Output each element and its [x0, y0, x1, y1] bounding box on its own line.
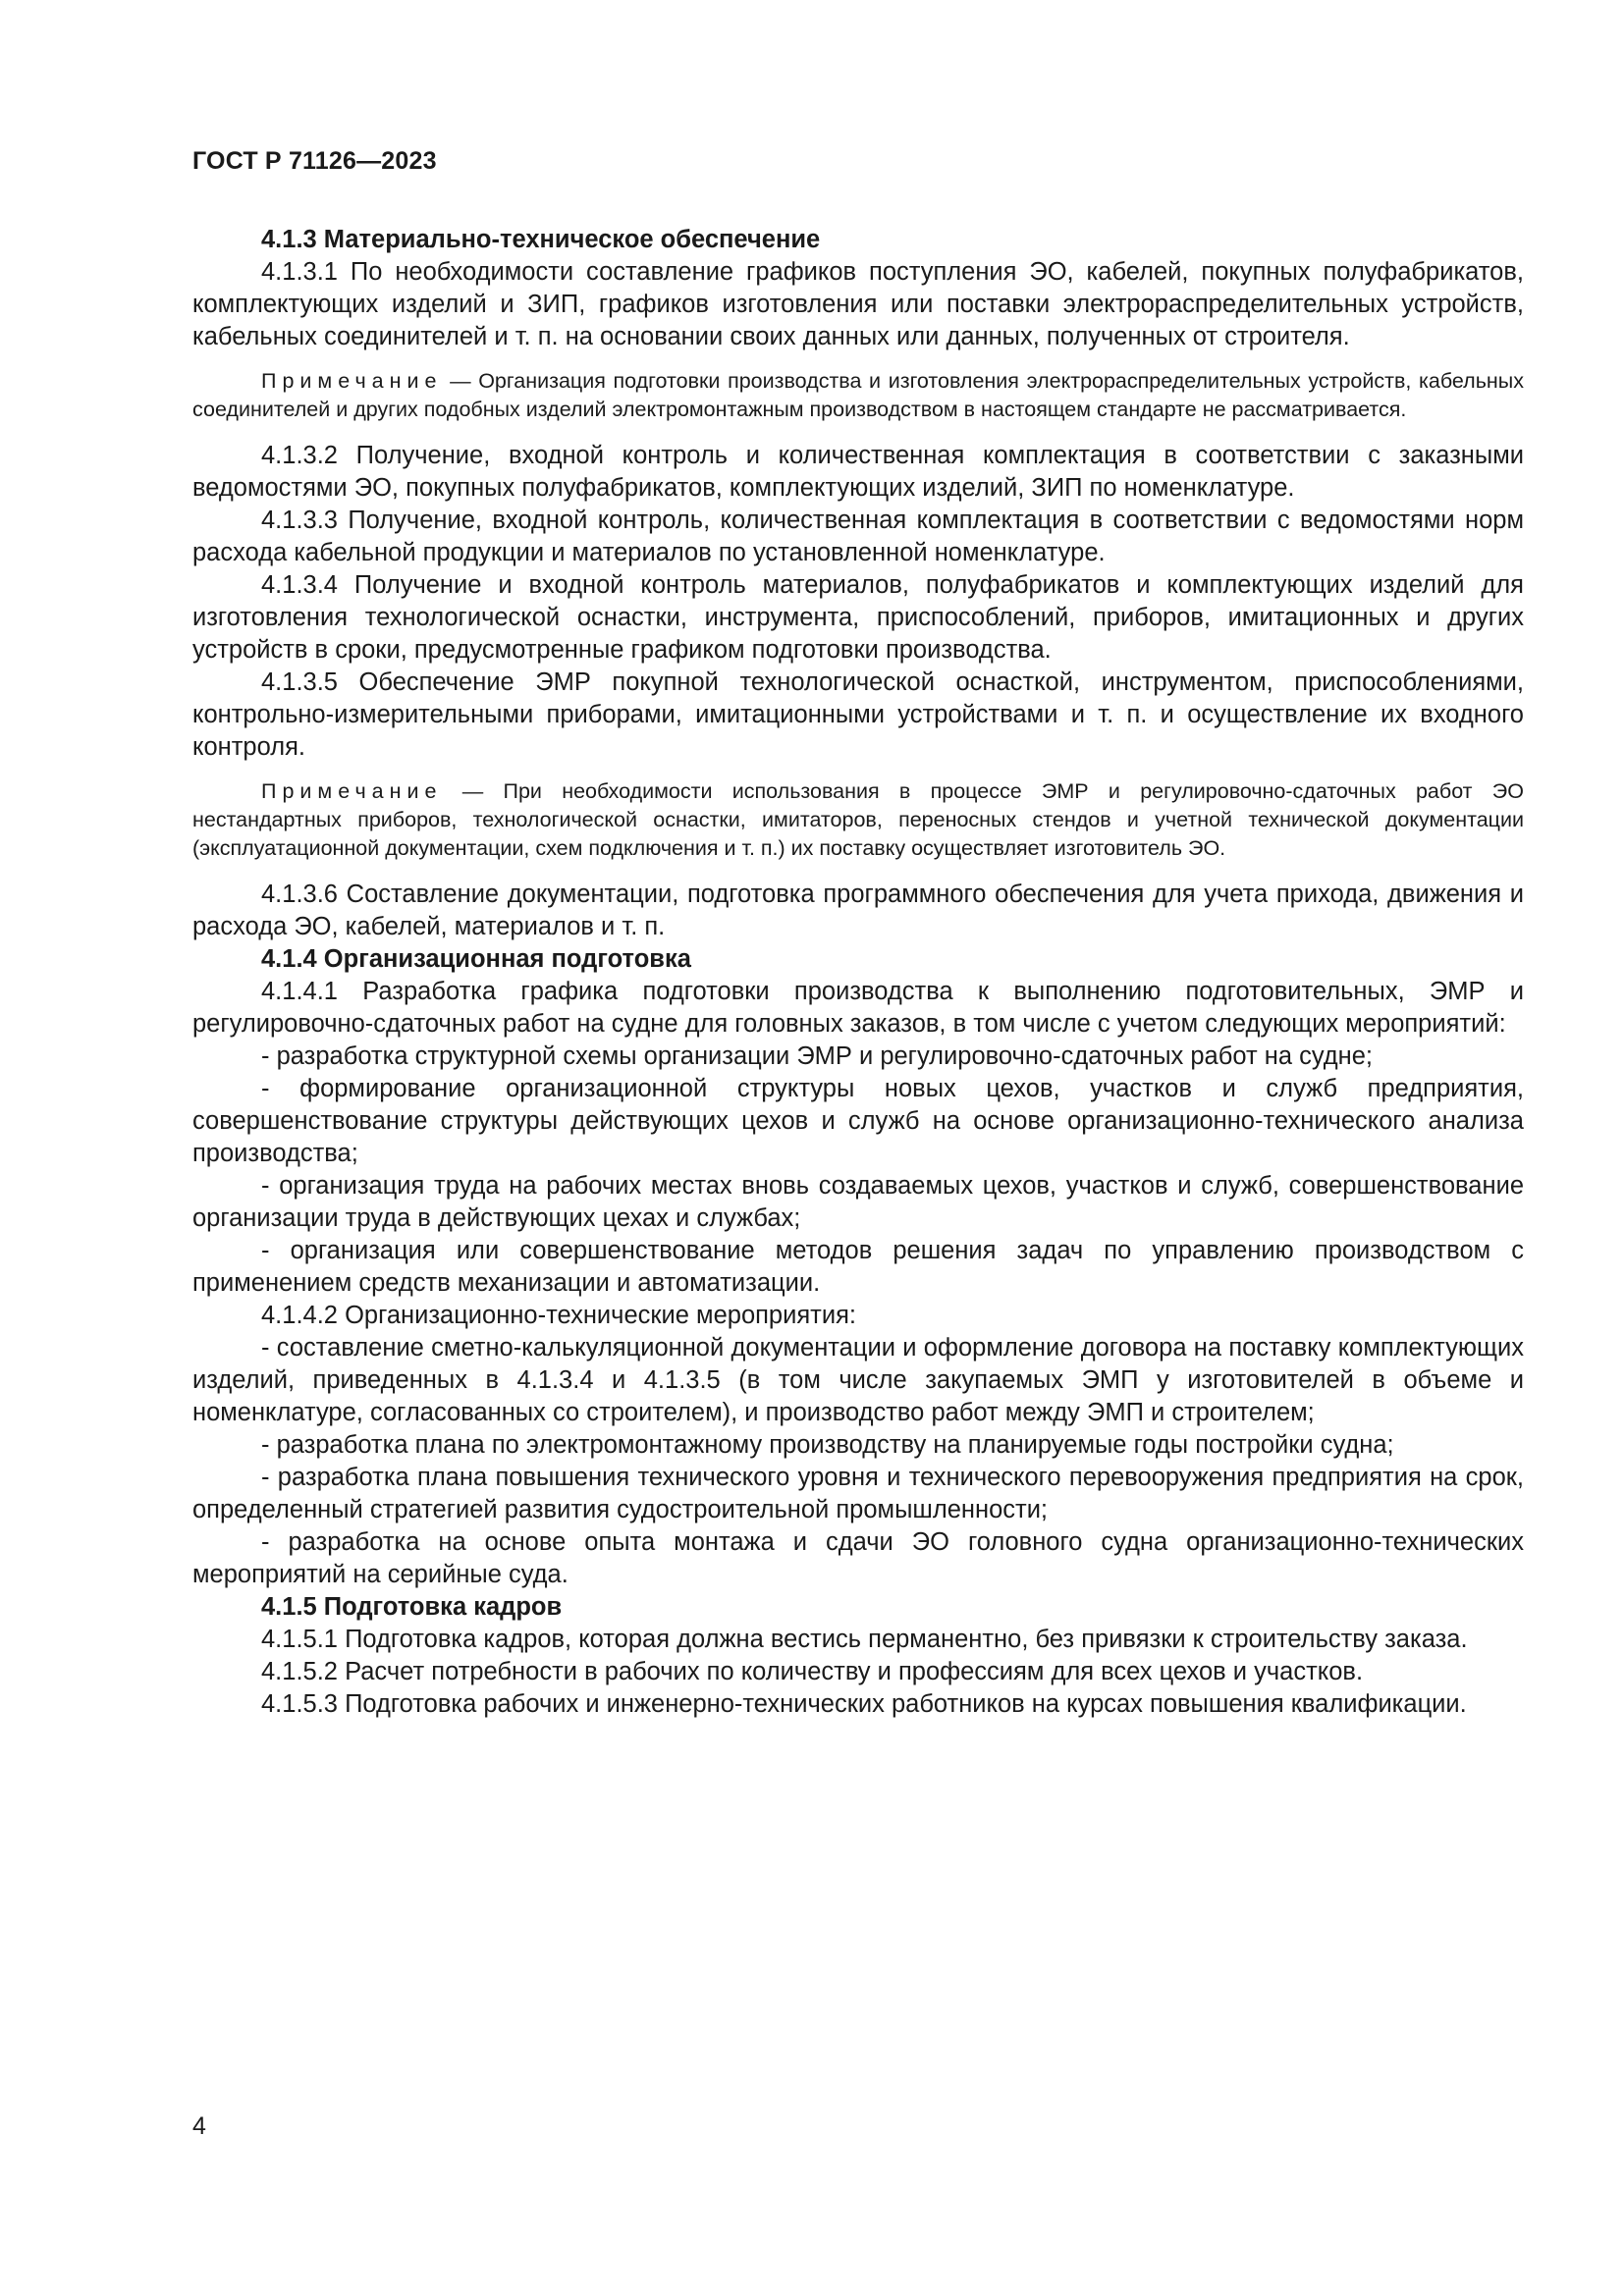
- paragraph-4-1-4-1: 4.1.4.1 Разработка графика подготовки производства к выполнению подготовительных, ЭМР и регулировочно-сдаточных работ на судне для головных заказов, в том числе с учетом следующих мероприятий:: [192, 978, 1524, 1038]
- section-heading-4-1-3: 4.1.3 Материально-техническое обеспечение: [261, 226, 821, 253]
- list-item: - разработка плана повышения технического уровня и технического перевооружения предприятия на срок, определенный стратегией развития судостроительной промышленности;: [192, 1464, 1524, 1523]
- note-label: Примечание: [261, 779, 443, 803]
- document-body: [192, 224, 1524, 1721]
- note-text: — При необходимости использования в процессе ЭМР и регулировочно-сдаточных работ ЭО нестандартных приборов, технологической оснастки, имитаторов, переносных стендов и учетной технической документации (эксплуатационной документации, схем подключения и т. п.) их поставку осуществляет изготовитель ЭО.: [192, 779, 1524, 860]
- section-heading-4-1-5: 4.1.5 Подготовка кадров: [261, 1593, 563, 1621]
- list-item: - разработка структурной схемы организации ЭМР и регулировочно-сдаточных работ на судне;: [261, 1042, 1373, 1070]
- list-item: - формирование организационной структуры новых цехов, участков и служб предприятия, совершенствование структуры действующих цехов и служб на основе организационно-технического анализа производства;: [192, 1075, 1524, 1167]
- paragraph-4-1-3-6: 4.1.3.6 Составление документации, подготовка программного обеспечения для учета прихода, движения и расхода ЭО, кабелей, материалов и т. п.: [192, 881, 1524, 940]
- list-item: - составление сметно-калькуляционной документации и оформление договора на поставку комплектующих изделий, приведенных в 4.1.3.4 и 4.1.3.5 (в том числе закупаемых ЭМП у изготовителей в объеме и номенклатуре, согласованных со строителем), и производство работ между ЭМП и строителем;: [192, 1334, 1524, 1426]
- paragraph-4-1-3-5: 4.1.3.5 Обеспечение ЭМР покупной технологической оснасткой, инструментом, приспособлениями, контрольно-измерительными приборами, имитационными устройствами и т. п. и осуществление их входного контроля.: [192, 668, 1524, 761]
- section-heading-4-1-4: 4.1.4 Организационная подготовка: [261, 945, 691, 973]
- paragraph-4-1-5-1: 4.1.5.1 Подготовка кадров, которая должна вестись перманентно, без привязки к строительству заказа.: [261, 1626, 1468, 1653]
- paragraph-4-1-3-1: 4.1.3.1 По необходимости составление графиков поступления ЭО, кабелей, покупных полуфабрикатов, комплектующих изделий и ЗИП, графиков изготовления или поставки электрораспределительных устройств, кабельных соединителей и т. п. на основании своих данных или данных, полученных от строителя.: [192, 258, 1524, 350]
- list-item: - организация труда на рабочих местах вновь создаваемых цехов, участков и служб, совершенствование организации труда в действующих цехах и службах;: [192, 1172, 1524, 1232]
- document-code: ГОСТ Р 71126—2023: [192, 147, 437, 175]
- list-item: - разработка плана по электромонтажному производству на планируемые годы постройки судна;: [261, 1431, 1394, 1459]
- paragraph-4-1-3-4: 4.1.3.4 Получение и входной контроль материалов, полуфабрикатов и комплектующих изделий для изготовления технологической оснастки, инструмента, приспособлений, приборов, имитационных и других устройств в сроки, предусмотренные графиком подготовки производства.: [192, 571, 1524, 664]
- note-1: [192, 367, 1524, 424]
- list-item: - разработка на основе опыта монтажа и сдачи ЭО головного судна организационно-технических мероприятий на серийные суда.: [192, 1528, 1524, 1588]
- paragraph-4-1-3-2: 4.1.3.2 Получение, входной контроль и количественная комплектация в соответствии с заказными ведомостями ЭО, покупных полуфабрикатов, комплектующих изделий, ЗИП по номенклатуре.: [192, 442, 1524, 502]
- page-number: 4: [192, 2112, 206, 2140]
- note-text: — Организация подготовки производства и изготовления электрораспределительных устройств, кабельных соединителей и других подобных изделий электромонтажным производством в настоящем стандарте не рассматривается.: [192, 369, 1524, 421]
- note-label: Примечание: [261, 369, 443, 393]
- note-2: [192, 777, 1524, 863]
- list-item: - организация или совершенствование методов решения задач по управлению производством с применением средств механизации и автоматизации.: [192, 1237, 1524, 1297]
- paragraph-4-1-3-3: 4.1.3.3 Получение, входной контроль, количественная комплектация в соответствии с ведомостями норм расхода кабельной продукции и материалов по установленной номенклатуре.: [192, 507, 1524, 566]
- paragraph-4-1-4-2: 4.1.4.2 Организационно-технические мероприятия:: [261, 1302, 856, 1329]
- paragraph-4-1-5-2: 4.1.5.2 Расчет потребности в рабочих по количеству и профессиям для всех цехов и участков.: [261, 1658, 1364, 1685]
- paragraph-4-1-5-3: 4.1.5.3 Подготовка рабочих и инженерно-технических работников на курсах повышения квалификации.: [261, 1690, 1467, 1718]
